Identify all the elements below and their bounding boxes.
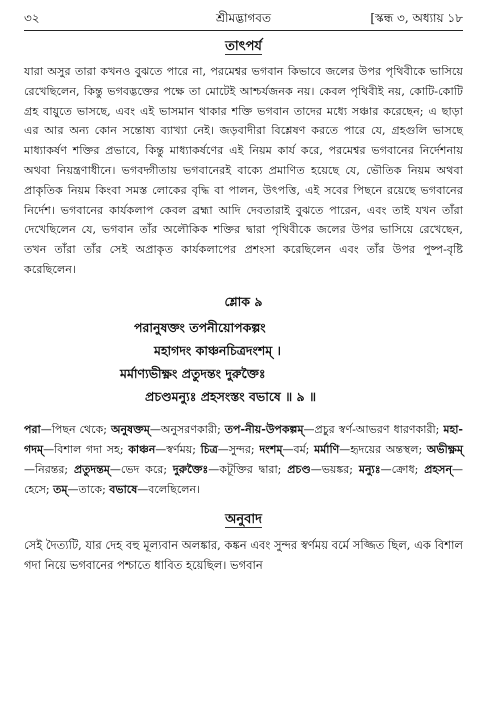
synonym-meaning: হৃদয়ের অন্তস্থল; bbox=[350, 442, 423, 456]
synonym-meaning: বর্ম; bbox=[293, 442, 310, 456]
synonym-word: প্রচণ্ড bbox=[287, 462, 311, 476]
synonym-entry: পরা—পিছন থেকে; bbox=[24, 422, 107, 436]
page-header bbox=[24, 6, 463, 28]
chapter-reference: [স্কন্ধ ৩, অধ্যায় ১৮ bbox=[370, 11, 463, 25]
verse-text bbox=[24, 316, 463, 408]
synonym-entry: প্রতুদন্তম্—ভেদ করে; bbox=[73, 462, 168, 476]
synonym-meaning: স্বর্ণময়; bbox=[166, 442, 196, 456]
synonym-word: দংশম্ bbox=[259, 442, 283, 456]
synonym-meaning: সুন্দর; bbox=[228, 442, 255, 456]
synonym-word: দুরুক্তৈঃ bbox=[172, 462, 209, 476]
synonym-entry: অনুষক্তম্—অনুসরণকারী; bbox=[110, 422, 221, 436]
header-rule bbox=[24, 30, 463, 31]
synonym-entry: প্রচণ্ড—ভয়ঙ্কর; bbox=[287, 462, 354, 476]
verse-label: শ্লোক ৯ bbox=[224, 293, 263, 309]
synonym-word: পরা bbox=[24, 422, 41, 436]
synonym-word: মন্যুঃ bbox=[358, 462, 381, 476]
synonym-meaning: বলেছিলেন। bbox=[148, 482, 200, 496]
synonym-entry: দংশম্—বর্ম; bbox=[259, 442, 310, 456]
verse-line: প্রচণ্ডমন্যুঃ প্রহসংস্তং বভাষে ॥ ৯ ॥ bbox=[145, 388, 317, 404]
synonym-entry: তম্—তাকে; bbox=[53, 482, 106, 496]
synonym-meaning: পিছন থেকে; bbox=[51, 422, 107, 436]
synonym-word: তপ-নীয়-উপকল্পম্ bbox=[224, 422, 304, 436]
translation-text: সেই দৈত্যটি, যার দেহ বহু মূল্যবান অলঙ্কার, কঙ্কন এবং সুন্দর স্বর্ণময় বর্মে সজ্জিত ছিল, এক বিশাল গদা নিয়ে ভগবানের পশ্চাতে ধাবিত হয়েছিল। ভগবান bbox=[24, 537, 464, 572]
synonym-meaning: ভয়ঙ্কর; bbox=[321, 462, 354, 476]
synonym-word: অভীক্ষ্ণম্ bbox=[426, 442, 464, 456]
synonym-entry: তপ-নীয়-উপকল্পম্—প্রচুর স্বর্ণ-আভরণ ধারণকারী; bbox=[224, 422, 440, 436]
synonym-entry: দুরুক্তৈঃ—কটূক্তির দ্বারা; bbox=[172, 462, 282, 476]
synonym-word: কাঞ্চন bbox=[128, 442, 156, 456]
synonym-meaning: হেসে; bbox=[24, 482, 50, 496]
verse-line: মহাগদং কাঞ্চনচিত্রদংশম্‌ । bbox=[154, 342, 281, 358]
synonym-entry: অভীক্ষ্ণম্—নিরন্তর; bbox=[24, 442, 464, 476]
synonym-meaning: প্রচুর স্বর্ণ-আভরণ ধারণকারী; bbox=[314, 422, 440, 436]
purport-heading: তাৎপর্য bbox=[225, 39, 262, 54]
synonym-entry: কাঞ্চন—স্বর্ণময়; bbox=[128, 442, 196, 456]
translation-heading: অনুবাদ bbox=[225, 511, 262, 527]
synonym-meaning: কটূক্তির দ্বারা; bbox=[219, 462, 282, 476]
synonym-entry: মহা-গদম্—বিশাল গদা সহ; bbox=[24, 422, 464, 456]
synonym-word: চিত্র bbox=[200, 442, 218, 456]
synonym-word: বভাষে bbox=[109, 482, 138, 496]
synonym-meaning: বিশাল গদা সহ; bbox=[54, 442, 124, 456]
synonym-word: তম্ bbox=[53, 482, 68, 496]
synonym-entry: বভাষে—বলেছিলেন। bbox=[109, 482, 200, 496]
synonym-word: মর্মাণি bbox=[314, 442, 340, 456]
synonym-entry: প্রহসন্—হেসে; bbox=[24, 462, 464, 496]
synonym-meaning: ভেদ করে; bbox=[120, 462, 168, 476]
synonym-entry: মন্যুঃ—ক্রোধ; bbox=[358, 462, 419, 476]
synonym-meaning: ক্রোধ; bbox=[391, 462, 419, 476]
synonym-meaning: তাকে; bbox=[78, 482, 106, 496]
synonym-meaning: অনুসরণকারী; bbox=[160, 422, 221, 436]
synonym-word: অনুষক্তম্ bbox=[110, 422, 150, 436]
word-for-word-synonyms bbox=[24, 420, 463, 500]
synonym-word: মহা-গদম্ bbox=[24, 422, 464, 456]
verse-line: মর্মাণ্যভীক্ষ্ণং প্রতুদন্তং দুরুক্তৈঃ bbox=[120, 365, 266, 381]
synonym-entry: চিত্র—সুন্দর; bbox=[200, 442, 255, 456]
purport-text: যারা অসুর তারা কখনও বুঝতে পারে না, পরমেশ্বর ভগবান কিভাবে জলের উপর পৃথিবীকে ভাসিয়ে রেখেছিলেন, কিন্তু ভগবদ্ভক্তের পক্ষে তা মোটেই আশ্চর্যজনক নয়। কেবল পৃথিবীই নয়, কোটি-কোটি গ্রহ বায়ুতে ভাসছে, এবং এই ভাসমান থাকার শক্তি ভগবান তাদের মধ্যে সঞ্চার করেছেন; এ ছাড়া এর আর অন্য কোন সন্তোষ্য ব্যাখ্যা নেই। জড়বাদীরা বিশ্লেষণ করতে পারে যে, গ্রহগুলি ভাসছে মাধ্যাকর্ষণ শক্তির প্রভাবে, কিন্তু মাধ্যাকর্ষণের এই নিয়ম কার্য করে, পরমেশ্বর ভগবানের নির্দেশনায় অথবা নিয়ন্ত্রণাধীনে। ভগবদ্গীতায় ভগবানেরই বাক্যে প্রমাণিত হয়েছে যে, ভৌতিক নিয়ম অথবা প্রাকৃতিক নিয়ম কিংবা সমস্ত লোকের বৃদ্ধি বা পালন, উৎপত্তি, এই সবের পিছনে রয়েছে ভগবানের নির্দেশ। ভগবানের কার্যকলাপ কেবল ব্রহ্মা আদি দেবতারাই বুঝতে পারেন, এবং তাই যখন তাঁরা দেখেছিলেন যে, ভগবান তাঁর অলৌকিক শক্তির দ্বারা পৃথিবীকে জলের উপর ভাসিয়ে রেখেছেন, তখন তাঁরা তাঁর সেই অপ্রাকৃত কার্যকলাপের প্রশংসা করেছিলেন এবং তাঁর উপর পুষ্প-বৃষ্টি করেছিলেন। bbox=[24, 65, 463, 276]
synonym-entry: মর্মাণি—হৃদয়ের অন্তস্থল; bbox=[314, 442, 423, 456]
synonym-word: প্রহসন্ bbox=[424, 462, 453, 476]
synonym-word: প্রতুদন্তম্ bbox=[73, 462, 110, 476]
verse-line: পরানুষক্তং তপনীয়োপকল্পং bbox=[134, 319, 266, 335]
page-number: ৩২ bbox=[24, 11, 40, 25]
synonym-meaning: নিরন্তর; bbox=[35, 462, 69, 476]
book-title: শ্রীমদ্ভাগবত bbox=[215, 11, 271, 25]
